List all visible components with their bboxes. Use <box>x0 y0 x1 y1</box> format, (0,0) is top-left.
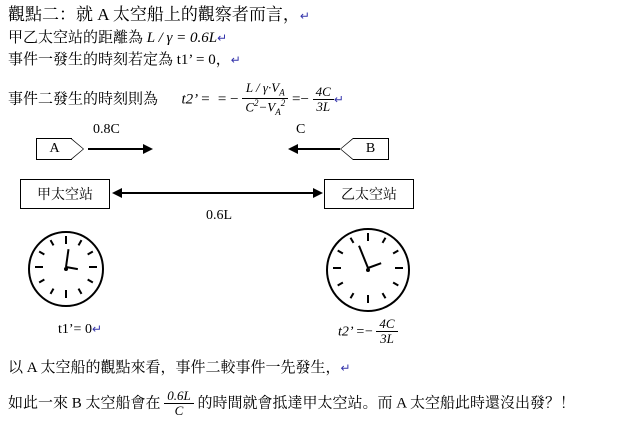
fraction-two-denominator: 3L <box>316 98 331 114</box>
distance-arrow-right <box>313 188 323 198</box>
line-event-one <box>8 52 241 69</box>
minus-sign-1: − <box>230 91 239 108</box>
ship-b-velocity-line <box>296 148 340 150</box>
line-event-two-text: 事件二發生的時刻則為 <box>8 91 159 108</box>
ship-a-tag <box>36 138 86 160</box>
clock-right <box>326 228 410 312</box>
clock-left-label: t1’= 0↵ <box>58 322 103 337</box>
fraction-one-numerator: $L / \gamma\cdot V_A$ <box>242 81 288 99</box>
pilcrow-mark: ↵ <box>230 53 241 67</box>
ship-b-velocity-arrowhead <box>288 144 298 154</box>
pilcrow-mark: ↵ <box>91 322 103 336</box>
line-distance-formula: L / γ = 0.6L <box>146 30 218 46</box>
clock-right-label <box>338 318 398 346</box>
pilcrow-mark: ↵ <box>333 92 344 107</box>
heading-text: 觀點二：就 A 太空船上的觀察者而言， <box>8 5 300 24</box>
fraction-two <box>313 85 334 113</box>
fraction-two-numerator: 4C <box>313 85 334 100</box>
fraction-one <box>242 81 288 117</box>
distance-arrow-left <box>112 188 122 198</box>
station-right-label: 乙太空站 <box>341 188 397 203</box>
clock-left-hub <box>64 267 68 271</box>
line-conclusion-two-suffix: 的時間就會抵達甲太空站。而 A 太空船此時還沒出發？！ <box>197 395 576 412</box>
line-conclusion-two <box>8 390 575 418</box>
distance-label: 0.6L <box>206 208 233 223</box>
ship-a-velocity-line <box>88 148 144 150</box>
clock-right-fraction <box>376 317 397 345</box>
station-left-label: 甲太空站 <box>37 188 93 203</box>
line-event-one-text: 事件一發生的時刻若定為 t1’ = 0， <box>8 52 231 68</box>
ship-a-tip-inner <box>71 139 83 159</box>
time-fraction <box>164 389 193 417</box>
ship-a-speed-label: 0.8C <box>93 122 120 137</box>
ship-a-velocity-arrowhead <box>143 144 153 154</box>
time-fraction-denominator: C <box>174 402 184 418</box>
station-left <box>20 179 110 209</box>
ship-b-label: B <box>353 138 389 160</box>
clock-right-hub <box>366 268 370 272</box>
clock-right-label-prefix: t2’ = <box>338 324 365 340</box>
line-conclusion-two-prefix: 如此一來 B 太空船會在 <box>8 395 161 412</box>
clock-right-fraction-numerator: 4C <box>376 317 397 332</box>
ship-b-tag <box>340 138 390 160</box>
equals-sign-2: = <box>291 91 301 108</box>
clock-right-fraction-denominator: 3L <box>380 330 394 346</box>
heading-viewpoint-two <box>8 6 310 25</box>
station-right <box>324 179 414 209</box>
ship-a-label: A <box>36 138 72 160</box>
line-conclusion-one <box>8 360 351 377</box>
minus-sign-3: − <box>364 324 373 340</box>
ship-b-tip-inner <box>341 139 353 159</box>
time-fraction-numerator: 0.6L <box>164 389 193 404</box>
minus-sign-2: − <box>300 91 309 108</box>
line-distance-text: 甲乙太空站的距離為 <box>8 30 144 46</box>
line-event-two <box>8 82 344 118</box>
line-conclusion-one-text: 以 A 太空船的觀點來看，事件二較事件一先發生， <box>8 360 341 376</box>
line-distance <box>8 30 227 47</box>
pilcrow-mark: ↵ <box>340 361 351 375</box>
distance-line <box>120 192 314 194</box>
ship-b-speed-label: C <box>296 122 306 137</box>
pilcrow-mark: ↵ <box>217 31 228 45</box>
clock-left <box>28 231 104 307</box>
event-two-lhs: t2’ = <box>181 91 211 108</box>
fraction-one-denominator: $C^2-V_A^2$ <box>245 98 286 117</box>
pilcrow-mark: ↵ <box>299 9 310 23</box>
equals-sign: = <box>214 91 231 108</box>
